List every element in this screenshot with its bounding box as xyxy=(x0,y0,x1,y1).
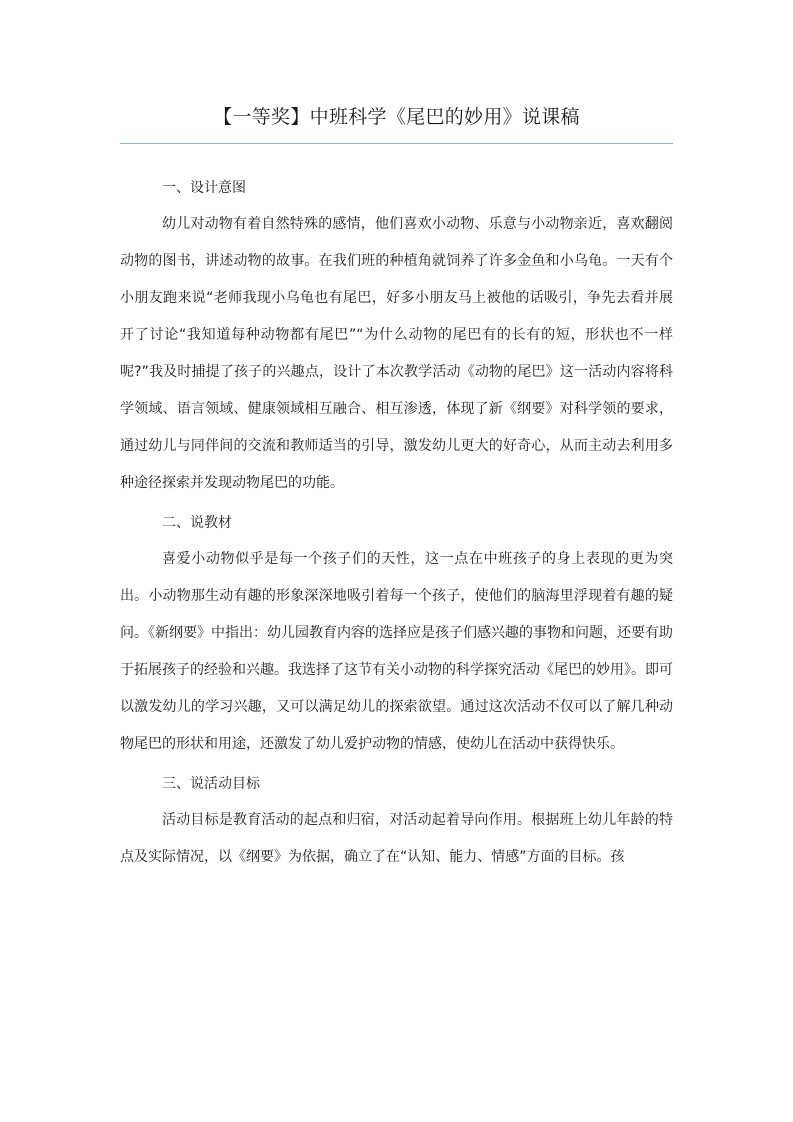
section-paragraph: 活动目标是教育活动的起点和归宿，对活动起着导向作用。根据班上幼儿年龄的特点及实际情况，以《纲要》为依据，确立了在“认知、能力、情感”方面的目标。孩 xyxy=(120,812,673,865)
section-heading: 三、说活动目标 xyxy=(162,776,260,792)
section-design-intent xyxy=(120,170,673,502)
section-heading: 一、设计意图 xyxy=(162,180,246,196)
section-paragraph: 喜爱小动物似乎是每一个孩子们的天性，这一点在中班孩子的身上表现的更为突出。小动物那生动有趣的形象深深地吸引着每一个孩子，使他们的脑海里浮现着有趣的疑问。《新纲要》中指出：幼儿园教育内容的选择应是孩子们感兴趣的事物和问题，还要有助于拓展孩子的经验和兴趣。我选择了这节有关小动物的科学探究活动《尾巴的妙用》。即可以激发幼儿的学习兴趣，又可以满足幼儿的探索欲望。通过这次活动不仅可以了解几种动物尾巴的形状和用途，还激发了幼儿爱护动物的情感，使幼儿在活动中获得快乐。 xyxy=(120,551,673,752)
document-body xyxy=(120,170,673,876)
section-paragraph: 幼儿对动物有着自然特殊的感情，他们喜欢小动物、乐意与小动物亲近，喜欢翻阅动物的图书，讲述动物的故事。在我们班的种植角就饲养了许多金鱼和小乌龟。一天有个小朋友跑来说“老师我现小乌龟也有尾巴，好多小朋友马上被他的话吸引，争先去看并展开了讨论“我知道每种动物都有尾巴”“为什么动物的尾巴有的长有的短，形状也不一样呢?”我及时捕提了孩子的兴趣点，设计了本次教学活动《动物的尾巴》这一活动内容将科学领域、语言领域、健康领域相互融合、相互渗透，体现了新《纲要》对科学领的要求，通过幼儿与同伴间的交流和教师适当的引导，激发幼儿更大的好奇心，从而主动去利用多种途径探索并发现动物尾巴的功能。 xyxy=(120,216,673,491)
section-heading: 二、说教材 xyxy=(162,515,232,531)
document-title: 【一等奖】中班科学《尾巴的妙用》说课稿 xyxy=(213,106,580,128)
title-divider xyxy=(120,143,673,144)
section-teaching-material xyxy=(120,505,673,763)
section-activity-goals xyxy=(120,766,673,876)
